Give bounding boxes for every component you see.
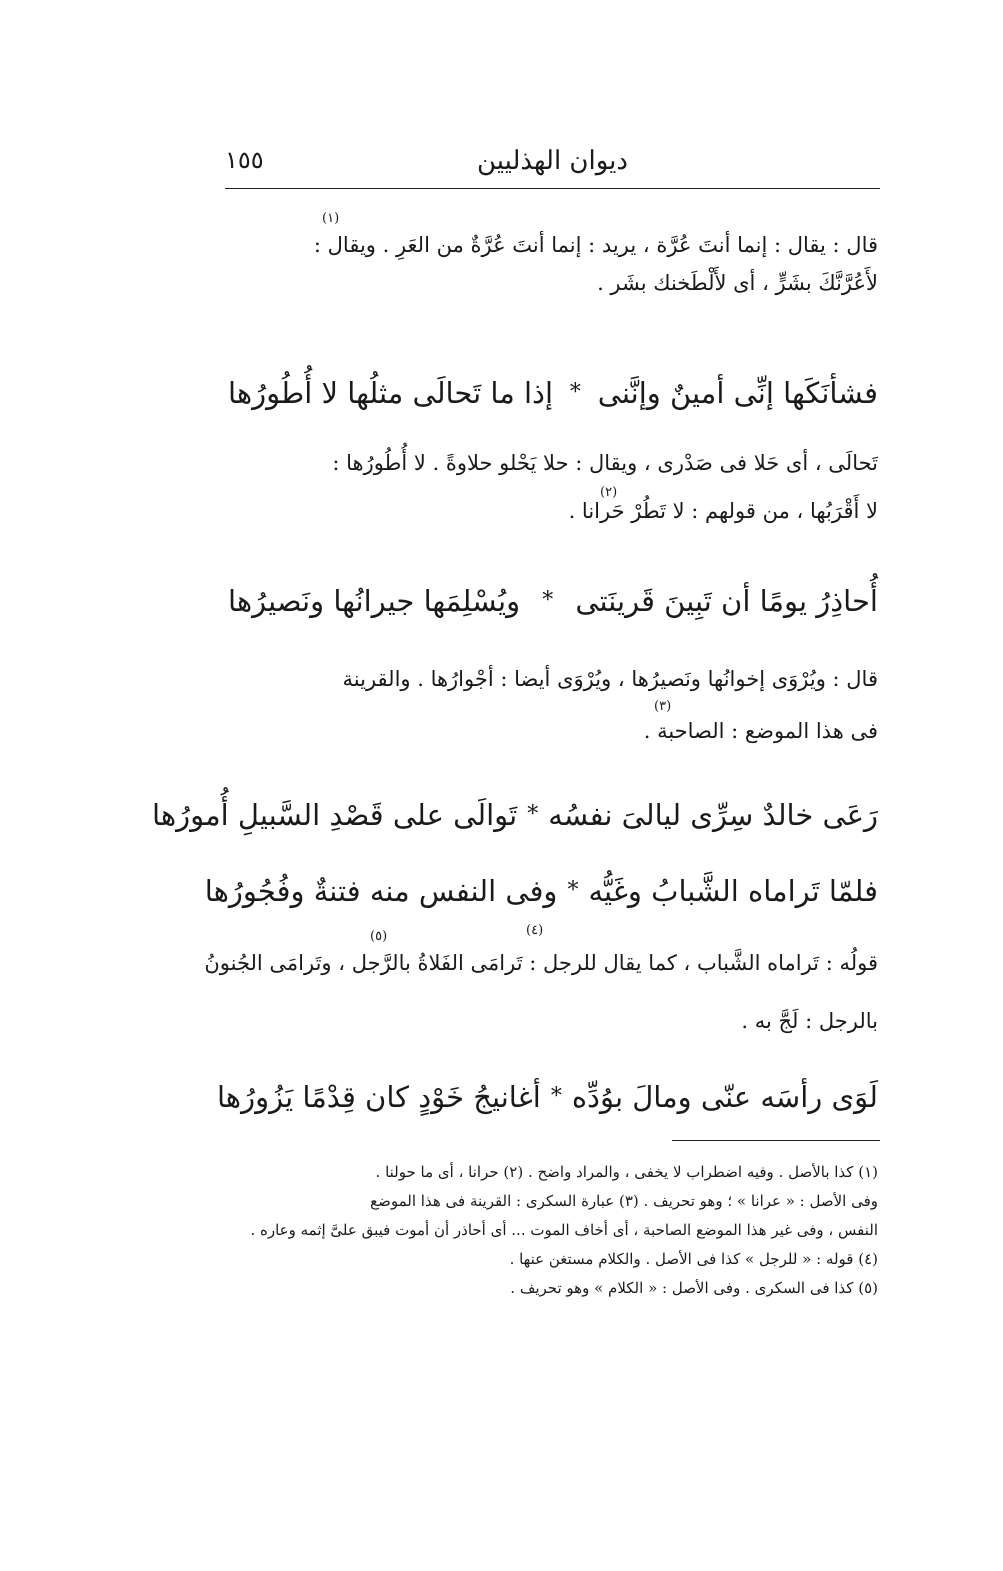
verse-5-first-hemistich: لَوَى رأسَه عنّى ومالَ بوُدِّه: [571, 1080, 878, 1114]
verse-2: [228, 576, 878, 626]
footnote-ref-5: (٥): [370, 929, 388, 944]
footnote-ref-4: (٤): [526, 923, 544, 938]
verse-separator: *: [542, 588, 554, 613]
verse-1-first-hemistich: فشأنَكَها إنِّى أمينٌ وإنَّنى: [597, 376, 878, 410]
verse-1-second-hemistich: إذا ما تَحالَى مثلُها لا أُطُورُها: [228, 376, 554, 410]
commentary-3-line-1: قال : ويُرْوَى إخوانُها ونَصيرُها ، ويُرْوَى أيضا : أجْوارُها . والقرينة: [342, 667, 878, 691]
verse-4-second-hemistich: وفى النفس منه فتنةٌ وفُجُورُها: [204, 874, 558, 908]
commentary-2-line-2: لا أَقْرَبُها ، من قولهم : لا تَطُرْ حَرانا .: [568, 499, 878, 523]
commentary-4-line-2: بالرجل : لَجَّ به .: [741, 1009, 878, 1033]
footnote-line-2: وفى الأصل : « عرانا » ؛ وهو تحريف . (٣) عبارة السكرى : القرينة فى هذا الموضع: [370, 1192, 878, 1210]
footnote-line-3: النفس ، وفى غير هذا الموضع الصاحبة ، أى أخاف الموت ... أى أحاذر أن أموت فيبق علىَّ إثمه وعاره .: [250, 1221, 878, 1239]
verse-2-second-hemistich: ويُسْلِمَها جيرانُها ونَصيرُها: [228, 584, 521, 618]
verse-3-second-hemistich: تَوالَى على قَصْدِ السَّبيلِ أُمورُها: [152, 798, 518, 832]
commentary-4: [204, 944, 878, 1040]
verse-3: [152, 790, 878, 840]
footnote-ref-1: (١): [322, 211, 340, 226]
commentary-3-line-2: فى هذا الموضع : الصاحبة .: [643, 719, 878, 743]
verse-4: [204, 866, 878, 916]
commentary-1: [228, 226, 878, 302]
footnotes: [228, 1158, 878, 1303]
verse-4-first-hemistich: فلمّا تَراماه الشَّبابُ وغَيُّه: [588, 874, 878, 908]
commentary-4-line-1: قولُه : تَراماه الشَّباب ، كما يقال للرجل : تَرامَى الفَلاةُ بالرَّجل ، وتَرامَى الجُنونُ: [204, 951, 878, 975]
verse-2-first-hemistich: أُحاذِرُ يومًا أن تَبِينَ قَرينَتى: [575, 584, 878, 618]
footnote-line-5: (٥) كذا فى السكرى . وفى الأصل : « الكلام » وهو تحريف .: [510, 1279, 878, 1297]
footnote-ref-3: (٣): [654, 699, 672, 714]
commentary-2: [228, 444, 878, 530]
book-title: ديوان الهذليين: [476, 146, 628, 176]
commentary-2-line-1: تَحالَى ، أى حَلا فى صَدْرى ، ويقال : حلا يَحْلو حلاوةً . لا أُطُورُها :: [332, 451, 878, 475]
running-header: [225, 140, 880, 186]
verse-separator: *: [567, 878, 579, 903]
verse-5: [216, 1072, 878, 1122]
verse-separator: *: [550, 1084, 562, 1109]
verse-3-first-hemistich: رَعَى خالدٌ سِرِّى ليالىَ نفسُه: [548, 798, 878, 832]
footnote-ref-2: (٢): [600, 485, 618, 500]
commentary-1-line-1: قال : يقال : إنما أنتَ عُرَّة ، يريد : إنما أنتَ عُرَّةٌ من العَرِ . ويقال :: [313, 233, 878, 257]
verse-1: [228, 368, 878, 418]
footnote-line-1: (١) كذا بالأصل . وفيه اضطراب لا يخفى ، والمراد واضح . (٢) حرانا ، أى ما حولنا .: [375, 1163, 878, 1181]
verse-separator: *: [527, 802, 539, 827]
commentary-3: [228, 660, 878, 750]
footnote-line-4: (٤) قوله : « للرجل » كذا فى الأصل . والكلام مستغن عنها .: [509, 1250, 878, 1268]
verse-5-second-hemistich: أغانيجُ خَوْدٍ كان قِدْمًا يَزُورُها: [216, 1080, 541, 1114]
page-number: ١٥٥: [225, 146, 264, 174]
footnote-rule: [672, 1140, 880, 1141]
verse-separator: *: [569, 380, 581, 405]
header-rule: [225, 188, 880, 189]
commentary-1-line-2: لأَعُرَّنَّكَ بشَرٍّ ، أى لأَلْطَخنك بشَر .: [597, 271, 878, 295]
